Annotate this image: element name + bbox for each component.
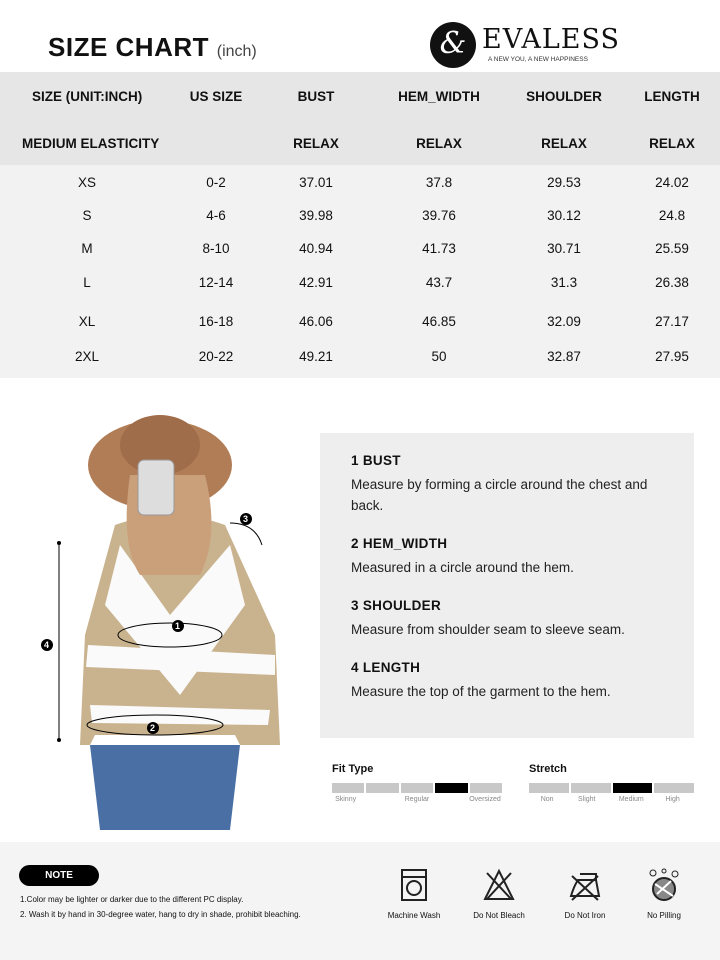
marker-2: 2	[150, 723, 156, 733]
table-cell: 37.01	[299, 175, 333, 190]
table-cell: XS	[77, 175, 97, 190]
table-cell: 12-14	[198, 275, 234, 290]
table-cell: 24.02	[655, 175, 689, 190]
brand-logo	[430, 22, 621, 68]
table-cell: 41.73	[422, 241, 456, 256]
note-line: 2. Wash it by hand in 30-degree water, hang to dry in shade, prohibit bleaching.	[20, 910, 301, 919]
marker-4: 4	[44, 640, 50, 650]
table-cell: S	[82, 208, 92, 223]
table-cell: 37.8	[425, 175, 453, 190]
care-label: No Pilling	[647, 911, 681, 920]
subheader-cell: RELAX	[416, 136, 462, 151]
phone	[138, 460, 174, 515]
logo-mark-icon: &	[430, 22, 476, 68]
table-cell: 32.87	[547, 349, 581, 364]
care-do-not-bleach	[464, 868, 534, 920]
care-no-pilling	[629, 868, 699, 920]
scale-segment	[571, 783, 611, 793]
table-cell: 25.59	[655, 241, 689, 256]
table-cell: 46.06	[299, 314, 333, 329]
table-cell: 40.94	[299, 241, 333, 256]
table-cell: 39.76	[422, 208, 456, 223]
table-cell: XL	[78, 314, 96, 329]
table-cell: 27.95	[655, 349, 689, 364]
subheader-cell: RELAX	[541, 136, 587, 151]
brand-name: EVALESS	[482, 24, 621, 55]
tick: Medium	[618, 796, 644, 803]
scale-segment	[435, 783, 467, 793]
jeans	[90, 745, 240, 830]
info-title: 1 BUST	[351, 453, 401, 468]
machine-wash-icon	[397, 868, 431, 902]
column-header: US SIZE	[189, 89, 243, 104]
note-badge: NOTE	[19, 865, 99, 886]
do-not-bleach-icon	[482, 868, 516, 902]
info-text: Measure the top of the garment to the hem.	[351, 684, 611, 699]
scale-segment	[654, 783, 694, 793]
page-title	[48, 32, 257, 63]
table-cell: 24.8	[658, 208, 686, 223]
subheader-cell: MEDIUM ELASTICITY	[22, 136, 160, 151]
table-cell: 46.85	[422, 314, 456, 329]
fit-type-scale	[332, 763, 502, 808]
measurement-guide	[320, 433, 694, 738]
table-cell: 4-6	[206, 208, 226, 223]
unit-text: (inch)	[216, 43, 257, 60]
care-do-not-iron	[550, 868, 620, 920]
table-cell: 30.71	[547, 241, 581, 256]
scale-segment	[529, 783, 569, 793]
info-title: 2 HEM_WIDTH	[351, 536, 448, 551]
care-label: Do Not Iron	[564, 911, 606, 920]
table-cell: 30.12	[547, 208, 581, 223]
table-cell: 42.91	[299, 275, 333, 290]
info-text: Measure by forming a circle around the chest and back.	[351, 477, 648, 513]
table-cell: 43.7	[425, 275, 453, 290]
scale-segment	[470, 783, 502, 793]
tick: Regular	[404, 796, 430, 803]
table-cell: 49.21	[299, 349, 333, 364]
marker-1: 1	[175, 621, 181, 631]
title-text: SIZE CHART	[48, 32, 209, 62]
table-cell: 29.53	[547, 175, 581, 190]
column-header: LENGTH	[644, 89, 700, 104]
table-cell: 2XL	[74, 349, 100, 364]
subheader-cell: RELAX	[293, 136, 339, 151]
table-cell: 26.38	[655, 275, 689, 290]
do-not-iron-icon	[568, 868, 602, 902]
tick: High	[665, 796, 680, 803]
scale-segment	[366, 783, 398, 793]
fit-type-label: Fit Type	[332, 763, 374, 775]
care-label: Machine Wash	[387, 911, 441, 920]
table-cell: 27.17	[655, 314, 689, 329]
stretch-label: Stretch	[529, 763, 567, 775]
table-cell: L	[83, 275, 91, 290]
subheader-cell: RELAX	[649, 136, 695, 151]
scale-segment	[613, 783, 653, 793]
info-text: Measured in a circle around the hem.	[351, 560, 574, 575]
size-table-header	[0, 72, 720, 165]
table-cell: 39.98	[299, 208, 333, 223]
column-header: SHOULDER	[526, 89, 602, 104]
brand-tagline: A NEW YOU, A NEW HAPPINESS	[488, 56, 588, 63]
table-cell: 32.09	[547, 314, 581, 329]
column-header: BUST	[297, 89, 335, 104]
table-cell: 31.3	[550, 275, 578, 290]
table-cell: 16-18	[198, 314, 234, 329]
scale-segment	[332, 783, 364, 793]
table-cell: 20-22	[198, 349, 234, 364]
no-pilling-icon	[647, 868, 681, 902]
tick: Slight	[577, 796, 596, 803]
model-photo	[30, 405, 310, 835]
stretch-scale	[529, 763, 694, 808]
marker-3: 3	[243, 514, 249, 524]
info-title: 4 LENGTH	[351, 660, 421, 675]
care-label: Do Not Bleach	[473, 911, 525, 920]
note-line: 1.Color may be lighter or darker due to the different PC display.	[20, 895, 244, 904]
scale-segment	[401, 783, 433, 793]
tick: Oversized	[469, 796, 501, 803]
table-cell: 50	[431, 349, 447, 364]
column-header: HEM_WIDTH	[398, 89, 480, 104]
table-cell: 0-2	[206, 175, 226, 190]
table-cell: M	[81, 241, 93, 256]
info-title: 3 SHOULDER	[351, 598, 442, 613]
tick: Skinny	[335, 796, 357, 803]
info-text: Measure from shoulder seam to sleeve seam.	[351, 622, 625, 637]
size-table-body	[0, 165, 720, 378]
care-machine-wash	[379, 868, 449, 920]
tick: Non	[540, 796, 554, 803]
column-header: SIZE (UNIT:INCH)	[32, 89, 143, 104]
table-cell: 8-10	[202, 241, 230, 256]
